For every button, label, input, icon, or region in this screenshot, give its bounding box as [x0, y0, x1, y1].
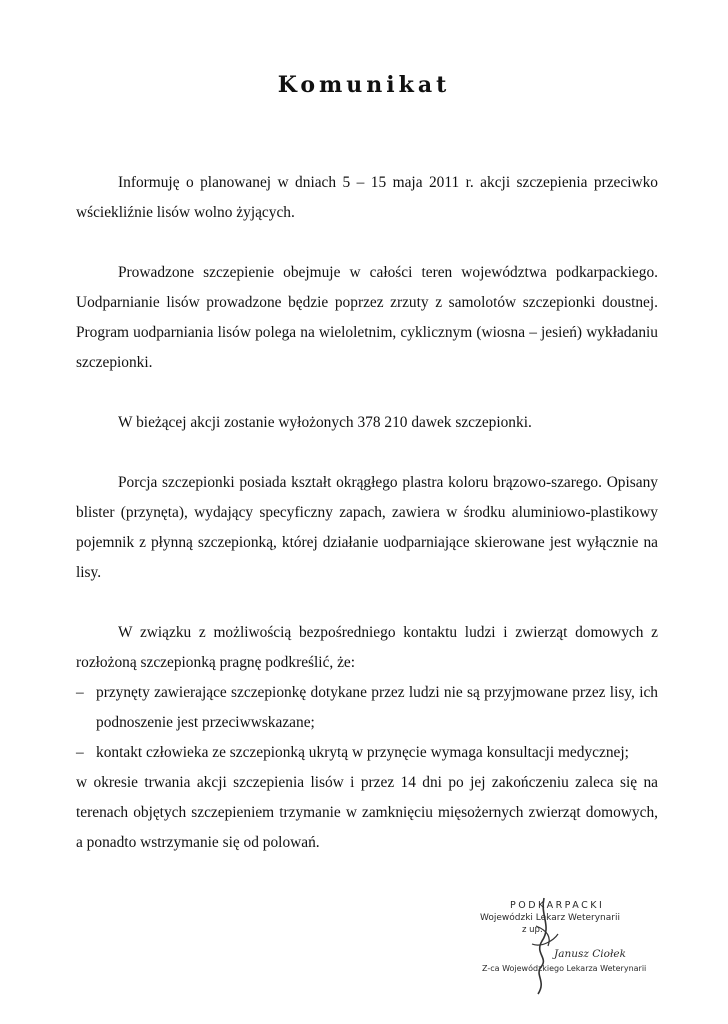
bullet-text-baits: przynęty zawierające szczepionkę dotykane przez ludzi nie są przyjmowane przez lisy, ich podnoszenie jest przeciwwskazane; [96, 684, 658, 731]
signatory-position: Z-ca Wojewódzkiego Lekarza Weterynarii [482, 964, 647, 973]
paragraph-closing: w okresie trwania akcji szczepienia lisów i przez 14 dni po jej zakończeniu zaleca się na terenach objętych szczepieniem trzymanie w zamknięciu mięsożernych zwierząt domowych, a ponadto wstrzymanie się od polowań. [76, 774, 658, 851]
list-item [76, 738, 658, 768]
stamp-on-behalf: z up. [522, 925, 543, 935]
paragraph-dose-count: W bieżącej akcji zostanie wyłożonych 378 210 dawek szczepionki. [118, 414, 532, 431]
bullet-dash: – [76, 684, 84, 701]
official-stamp [476, 896, 676, 986]
paragraph-warning-intro: W związku z możliwością bezpośredniego kontaktu ludzi i zwierząt domowych z rozłożoną szczepionką pragnę podkreślić, że: [76, 624, 658, 671]
paragraph-bait-description: Porcja szczepionki posiada kształt okrągłego plastra koloru brązowo-szarego. Opisany blister (przynęta), wydający specyficzny zapach, zawiera w środku aluminiowo-plastikowy pojemnik z płynną szczepionką, której działanie uodparniające skierowane jest wyłącznie na lisy. [76, 474, 658, 581]
list-item [76, 678, 658, 738]
bullet-dash: – [76, 744, 84, 761]
document-title: Komunikat [277, 72, 451, 98]
signatory-name: Janusz Ciołek [554, 948, 626, 960]
signature-icon [522, 896, 562, 996]
stamp-office: Wojewódzki Lekarz Weterynarii [480, 913, 620, 923]
bullet-text-contact: kontakt człowieka ze szczepionką ukrytą w przynęcie wymaga konsultacji medycznej; [96, 744, 629, 761]
paragraph-vaccination-area: Prowadzone szczepienie obejmuje w całości teren województwa podkarpackiego. Uodparnianie lisów prowadzone będzie poprzez zrzuty z samolotów szczepionki doustnej. Program uodparniania lisów polega na wieloletnim, cyklicznym (wiosna – jesień) wykładaniu szczepionki. [76, 264, 658, 371]
stamp-title: PODKARPACKI [510, 900, 605, 911]
paragraph-vaccination-dates: Informuję o planowanej w dniach 5 – 15 maja 2011 r. akcji szczepienia przeciwko wściekliźnie lisów wolno żyjących. [76, 174, 658, 221]
document-body [76, 168, 658, 858]
